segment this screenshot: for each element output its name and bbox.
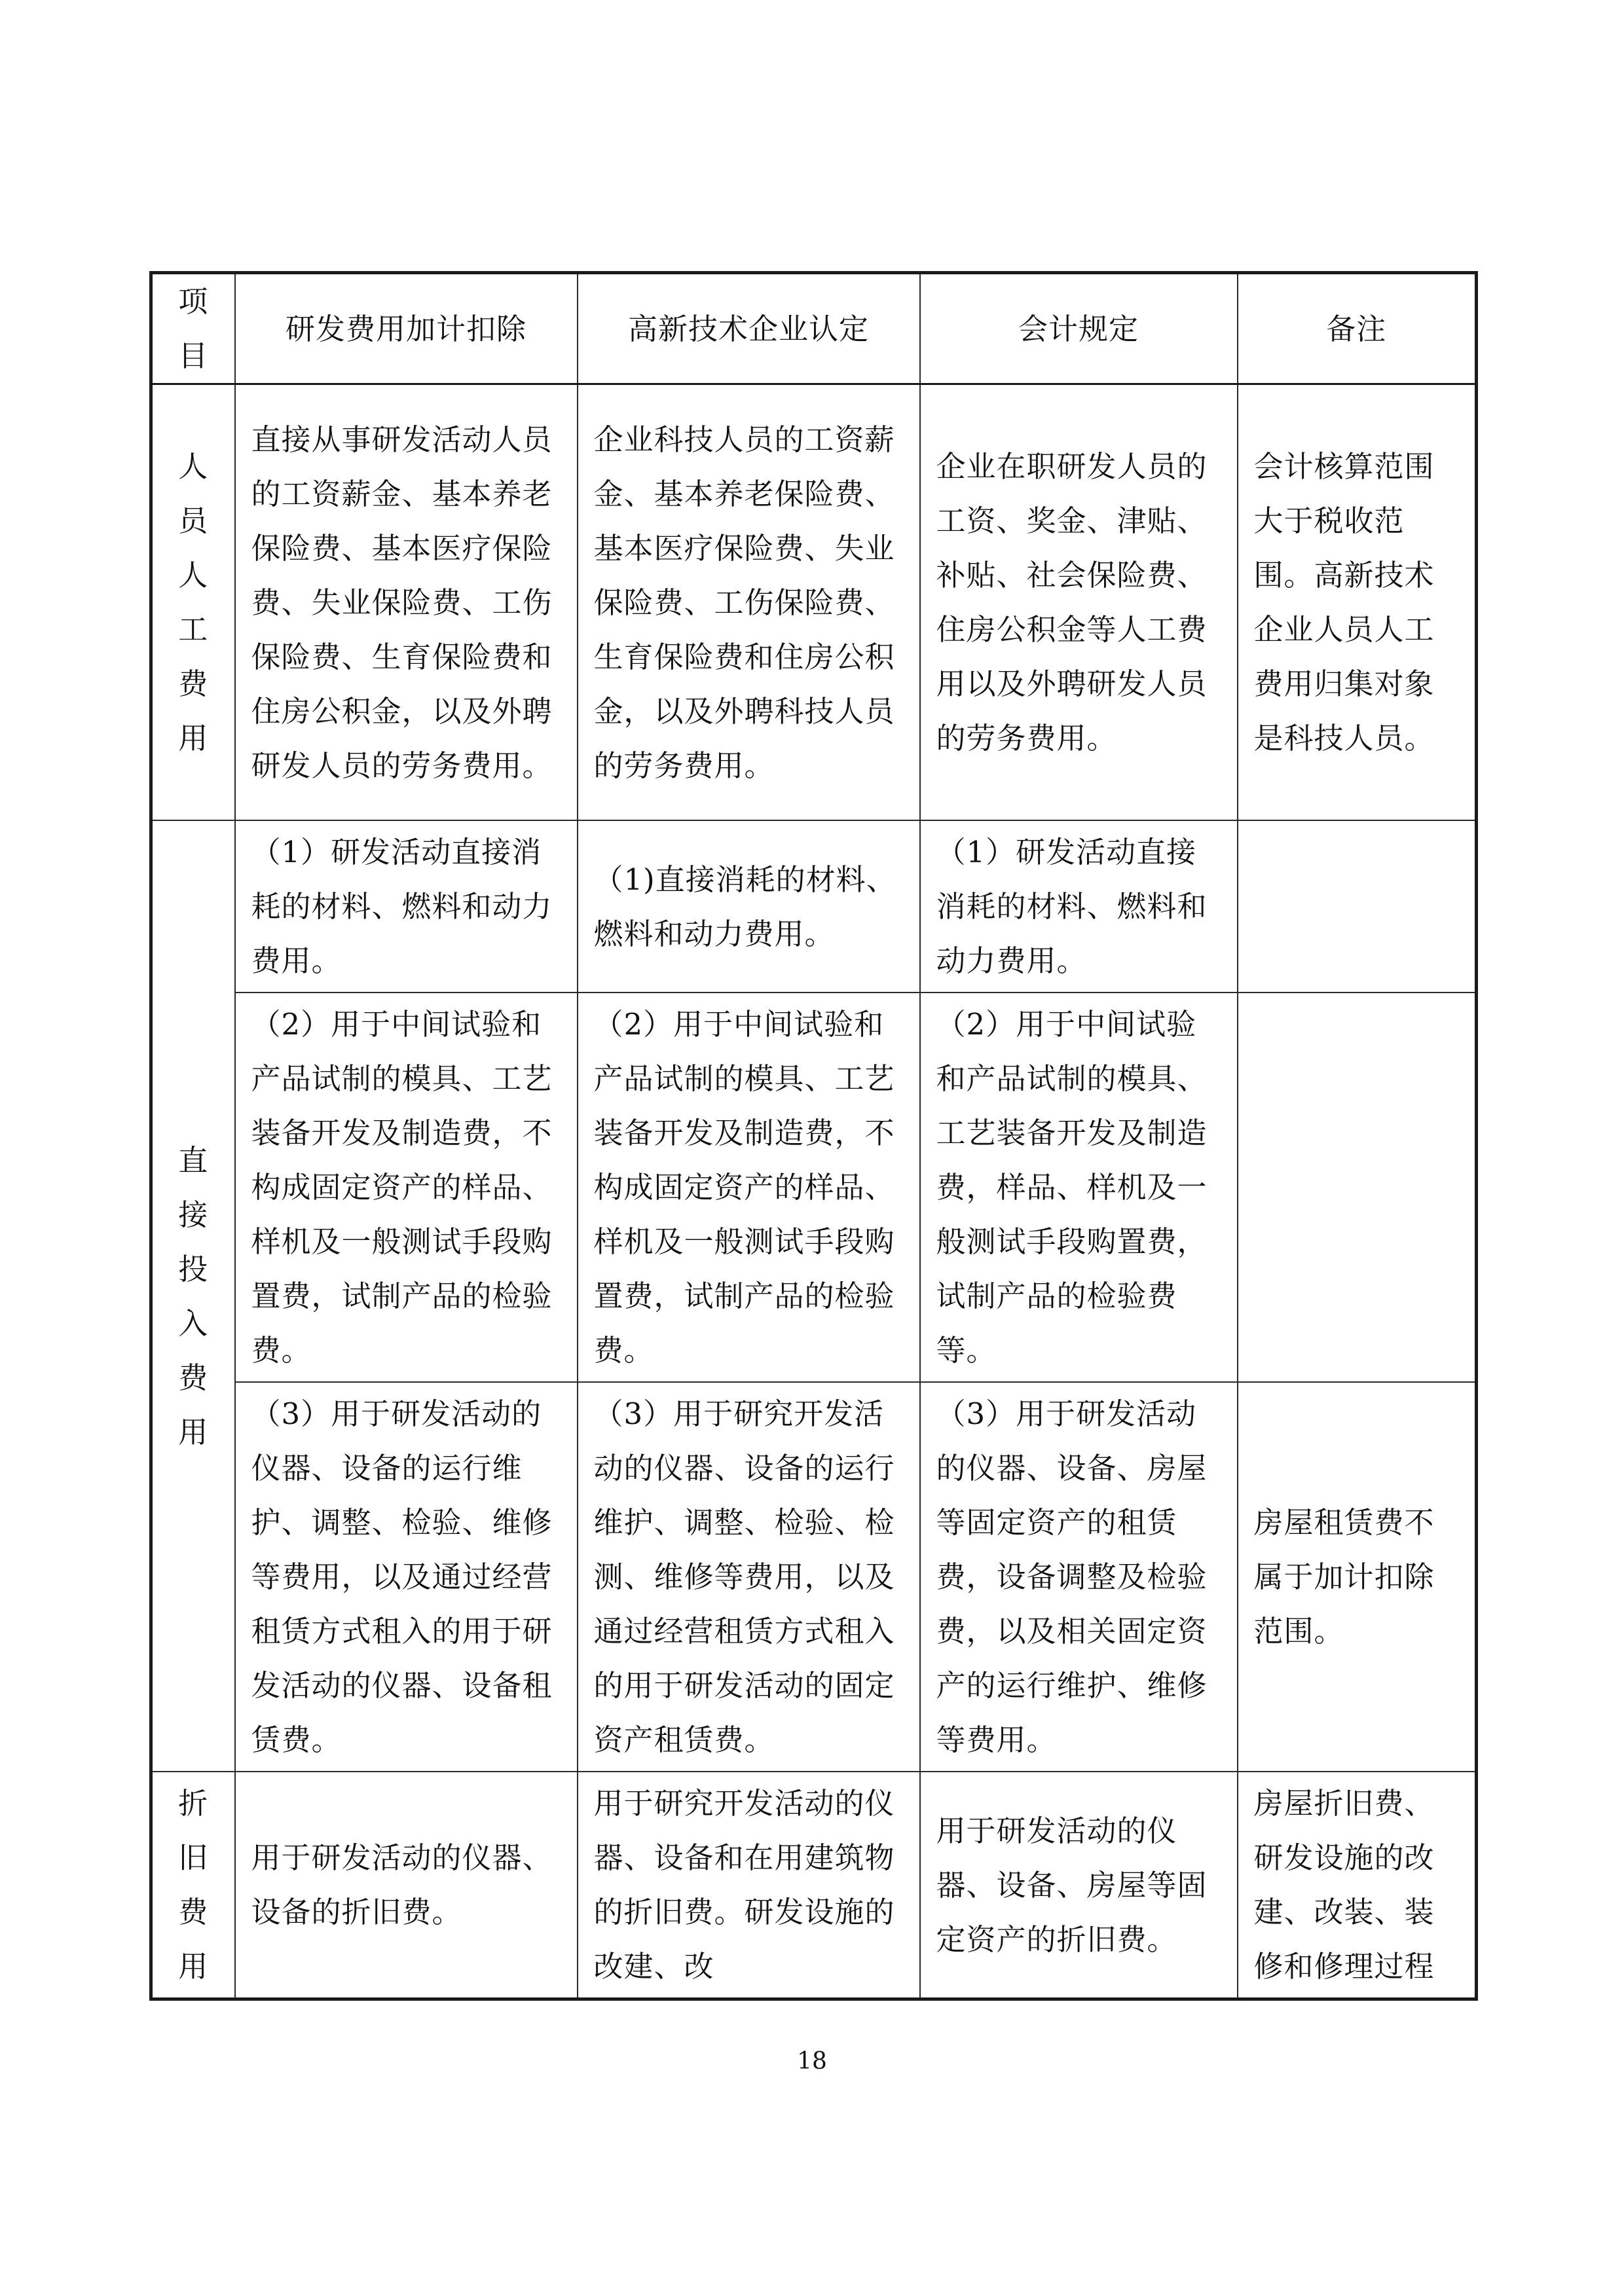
- cell-labor-accounting: 企业在职研发人员的工资、奖金、津贴、补贴、社会保险费、住房公积金等人工费用以及外聘研发人员的劳务费用。: [920, 384, 1238, 821]
- header-item: 项目: [151, 273, 235, 384]
- cell-depreciation-remarks: 房屋折旧费、研发设施的改建、改装、装修和修理过程: [1238, 1772, 1477, 1999]
- table-row-depreciation: [151, 1772, 1477, 1999]
- cell-direct1-rd-deduction: （1）研发活动直接消耗的材料、燃料和动力费用。: [235, 820, 578, 993]
- cell-direct3-remarks: 房屋租赁费不属于加计扣除范围。: [1238, 1382, 1477, 1772]
- header-row: [151, 273, 1477, 384]
- cell-direct1-remarks: [1238, 820, 1477, 993]
- comparison-table: [149, 271, 1478, 2001]
- cell-direct1-accounting: （1）研发活动直接消耗的材料、燃料和动力费用。: [920, 820, 1238, 993]
- cell-labor-high-tech: 企业科技人员的工资薪金、基本养老保险费、基本医疗保险费、失业保险费、工伤保险费、生育保险费和住房公积金，以及外聘科技人员的劳务费用。: [578, 384, 920, 821]
- cell-labor-remarks: 会计核算范围大于税收范围。高新技术企业人员人工费用归集对象是科技人员。: [1238, 384, 1477, 821]
- cell-depreciation-rd-deduction: 用于研发活动的仪器、设备的折旧费。: [235, 1772, 578, 1999]
- cell-direct1-high-tech: （1)直接消耗的材料、燃料和动力费用。: [578, 820, 920, 993]
- header-high-tech: 高新技术企业认定: [578, 273, 920, 384]
- category-direct: 直接投入费用: [151, 820, 235, 1772]
- cell-direct3-rd-deduction: （3）用于研发活动的仪器、设备的运行维护、调整、检验、维修等费用，以及通过经营租赁方式租入的用于研发活动的仪器、设备租赁费。: [235, 1382, 578, 1772]
- cell-depreciation-high-tech: 用于研究开发活动的仪器、设备和在用建筑物的折旧费。研发设施的改建、改: [578, 1772, 920, 1999]
- table-row-labor: [151, 384, 1477, 821]
- table-row-direct-1: [151, 820, 1477, 993]
- table-row-direct-3: [151, 1382, 1477, 1772]
- cell-direct2-rd-deduction: （2）用于中间试验和产品试制的模具、工艺装备开发及制造费，不构成固定资产的样品、样机及一般测试手段购置费，试制产品的检验费。: [235, 993, 578, 1382]
- cell-depreciation-accounting: 用于研发活动的仪器、设备、房屋等固定资产的折旧费。: [920, 1772, 1238, 1999]
- cell-direct2-accounting: （2）用于中间试验和产品试制的模具、工艺装备开发及制造费，样品、样机及一般测试手段购置费，试制产品的检验费等。: [920, 993, 1238, 1382]
- cell-direct2-remarks: [1238, 993, 1477, 1382]
- header-remarks: 备注: [1238, 273, 1477, 384]
- cell-labor-rd-deduction: 直接从事研发活动人员的工资薪金、基本养老保险费、基本医疗保险费、失业保险费、工伤保险费、生育保险费和住房公积金，以及外聘研发人员的劳务费用。: [235, 384, 578, 821]
- header-accounting: 会计规定: [920, 273, 1238, 384]
- table-row-direct-2: [151, 993, 1477, 1382]
- cell-direct3-high-tech: （3）用于研究开发活动的仪器、设备的运行维护、调整、检验、检测、维修等费用，以及通过经营租赁方式租入的用于研发活动的固定资产租赁费。: [578, 1382, 920, 1772]
- page-number: 18: [797, 2048, 827, 2075]
- cell-direct2-high-tech: （2）用于中间试验和产品试制的模具、工艺装备开发及制造费，不构成固定资产的样品、样机及一般测试手段购置费，试制产品的检验费。: [578, 993, 920, 1382]
- cell-direct3-accounting: （3）用于研发活动的仪器、设备、房屋等固定资产的租赁费，设备调整及检验费，以及相关固定资产的运行维护、维修等费用。: [920, 1382, 1238, 1772]
- header-rd-deduction: 研发费用加计扣除: [235, 273, 578, 384]
- category-depreciation: 折旧费用: [151, 1772, 235, 1999]
- category-labor: 人员人工费用: [151, 384, 235, 821]
